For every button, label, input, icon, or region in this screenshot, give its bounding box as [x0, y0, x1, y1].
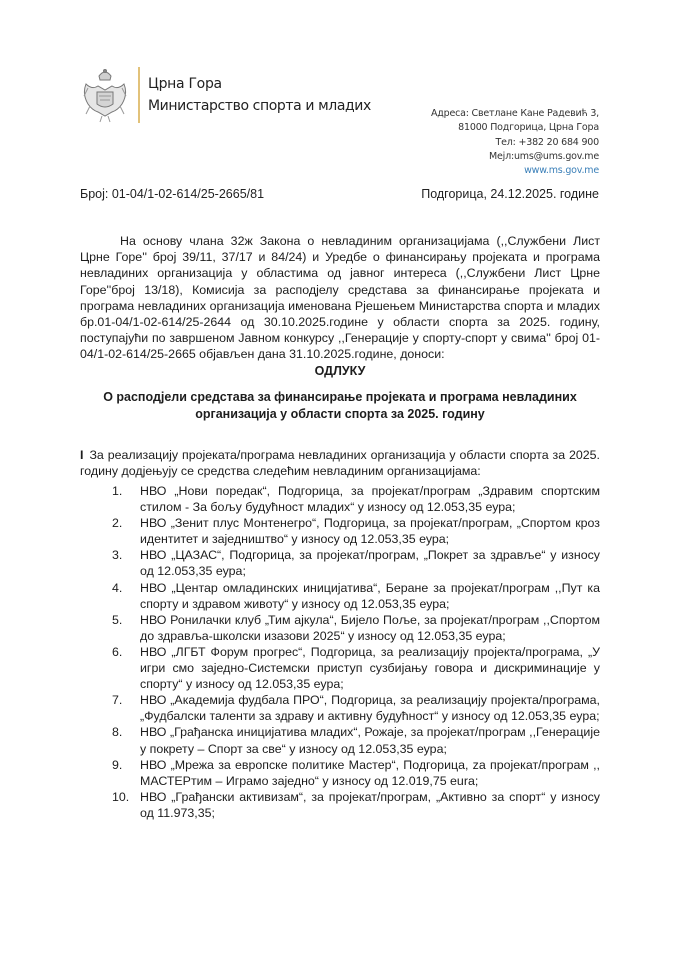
organization-name [148, 76, 371, 114]
item-text: НВО „ЛГБТ Форум прогрес“, Подгорица, за реализацију пројекта/програма, „У игри смо заједно-Системски приступ сузбијању говора и дискриминације у спорту“ у износу од 12.053,35 еура; [140, 644, 600, 692]
country-name: Црна Гора [148, 76, 222, 92]
contact-email: Мејл:ums@ums.gov.me [489, 150, 599, 162]
item-text: НВО „Мрежа за европске политике Мастер“, Подгорица, zа пројекат/програм ,, МАСТЕРтим – Играмо заједно“ у износу од 12.019,75 eura; [140, 757, 600, 788]
decision-title: ОДЛУКУ [314, 364, 366, 378]
decision-subtitle: О расподјели средстава за финансирање пројеката и програма невладиних организација у области спорта за 2025. годину [103, 390, 577, 421]
item-number: 6. [112, 644, 123, 659]
contact-address: Адреса: Светлане Кане Радевић 3, [430, 108, 599, 119]
contact-website-link[interactable]: www.ms.gov.me [524, 165, 599, 177]
section-number: I [80, 448, 84, 462]
item-text: НВО „Центар омладинских иницијатива“, Беране за пројекат/програм ,,Пут ка спорту и здравом животу“ у износу од 12.053,35 еура; [140, 580, 600, 611]
allocations-list [112, 483, 600, 821]
list-item [112, 515, 600, 547]
contact-phone: Тел: +382 20 684 900 [495, 136, 599, 148]
list-item [112, 483, 600, 515]
list-item [112, 612, 600, 644]
header-divider [138, 67, 140, 123]
item-text: НВО „ЦАЗАС“, Подгорица, за пројекат/програм, „Покрет за здравље“ у износу од 12.053,35 еура; [140, 548, 600, 579]
item-text: НВО „Грађански активизам“, за пројекат/програм, „Активно за спорт“ у износу од 11.973,35; [140, 789, 600, 820]
list-item [112, 547, 600, 579]
document-number: Број: 01-04/1-02-614/25-2665/81 [80, 187, 265, 201]
item-number: 1. [112, 484, 123, 498]
list-item [112, 580, 600, 612]
contact-city: 81000 Подгорица, Црна Гора [458, 122, 599, 134]
item-text: НВО „Грађанска иницијатива младих“, Рожаје, за пројекат/програм ,,Генерације у покрету – Спорт за све“ у износу од 12.053,35 еура; [140, 725, 600, 756]
list-item [112, 644, 600, 692]
item-number: 4. [112, 580, 123, 595]
document-meta [80, 187, 599, 201]
ministry-name: Министарство спорта и младих [148, 98, 371, 114]
item-number: 7. [112, 693, 123, 708]
item-number: 3. [112, 548, 123, 563]
intro-paragraph: На основу члана 32ж Закона о невладиним организацијама (,,Службени Лист Црне Горе'' број 39/11, 37/17 и 84/24) и Уредбе о финансирању пројеката и програма невладиних организација у областима од јавног интереса (,,Службени Лист Црне Горе''број 13/18), Комисија за расподјелу средстава за финансирање пројеката и програма невладиних организација именована Рјешењем Министарства спорта и младих бр.01-04/1-02-614/25-2644 од 30.10.2025.године у области спорта за 2025. годину, поступајући по завршеном Јавном конкурсу ,,Генерације у спорту-спорт у свима'' број 01-04/1-02-614/25-2665 објављен дана 31.10.2025.године, доноси: [80, 234, 600, 362]
item-number: 10. [112, 789, 130, 804]
section-text: За реализацију пројеката/програма невладиних организација у области спорта за 2025. годину додјењују се средства следећим невладиним организацијама: [80, 448, 600, 479]
coat-of-arms-icon [80, 66, 130, 124]
list-item [112, 757, 600, 789]
letterhead [80, 66, 371, 124]
item-number: 8. [112, 725, 123, 740]
item-text: НВО „Зенит плус Монтенегро“, Подгорица, за пројекат/програм, „Спортом кроз идентитет и заједништво“ у износу од 12.053,35 еура; [140, 516, 600, 547]
item-number: 9. [112, 757, 123, 772]
list-item [112, 789, 600, 821]
item-number: 2. [112, 516, 123, 531]
item-number: 5. [112, 612, 123, 627]
item-text: НВО „Академија фудбала ПРО“, Подгорица, за реализацију пројекта/програма, „Фудбалски таленти за здраву и активну будућност“ у износу од 12.053,35 еура; [140, 693, 600, 724]
item-text: НВО „Нови поредак“, Подгорица, за пројекат/програм „Здравим спортским стилом - За бољу будућност младих“ у износу од 12.053,35 еура; [140, 484, 600, 515]
list-item [112, 692, 600, 724]
place-date: Подгорица, 24.12.2025. године [421, 187, 599, 201]
list-item [112, 724, 600, 756]
section-1-paragraph [80, 447, 600, 479]
item-text: НВО Ронилачки клуб „Тим ајкула“, Бијело Поље, за пројекат/програм ,,Спортом до здравља-школски изазови 2025“ у износу од 12.053,35 еура; [140, 612, 600, 643]
contact-block [431, 107, 599, 178]
